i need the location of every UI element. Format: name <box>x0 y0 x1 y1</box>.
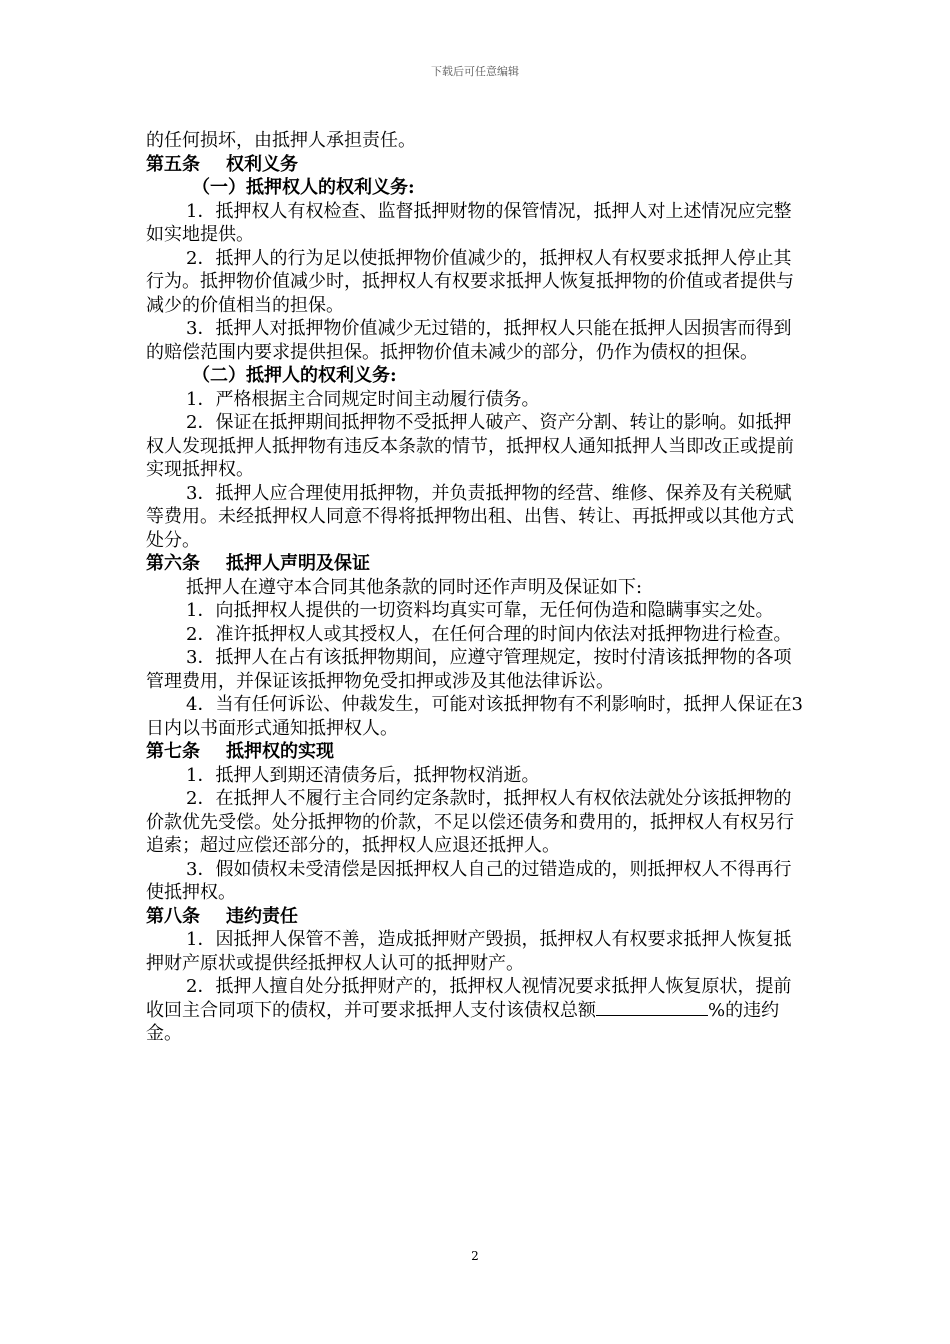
paragraph: 2．在抵押人不履行主合同约定条款时，抵押权人有权依法就处分该抵押物的价款优先受偿。处分抵押物的价款，不足以偿还债务和费用的，抵押权人有权另行追索；超过应偿还部分的，抵押权人应退还抵押人。 <box>146 788 794 856</box>
page-number: 2 <box>471 1249 479 1263</box>
paragraph: 3．抵押人对抵押物价值减少无过错的，抵押权人只能在抵押人因损害而得到的赔偿范围内要求提供担保。抵押物价值未减少的部分，仍作为债权的担保。 <box>146 318 792 363</box>
paragraph: 1．向抵押权人提供的一切资料均真实可靠，无任何伪造和隐瞒事实之处。 <box>186 600 774 621</box>
paragraph: 2．抵押人擅自处分抵押财产的，抵押权人视情况要求抵押人恢复原状，提前收回主合同项下的债权，并可要求抵押人支付该债权总额 %的违约金。 <box>146 976 792 1044</box>
paragraph: 4．当有任何诉讼、仲裁发生，可能对该抵押物有不利影响时，抵押人保证在3日内以书面形式通知抵押权人。 <box>146 694 803 739</box>
paragraph: 3．抵押人在占有该抵押物期间，应遵守管理规定，按时付清该抵押物的各项管理费用，并保证该抵押物免受扣押或涉及其他法律诉讼。 <box>146 647 792 692</box>
document-body <box>146 129 806 1046</box>
fill-in-blank <box>596 999 708 1016</box>
paragraph: 3．假如债权未受清偿是因抵押权人自己的过错造成的，则抵押权人不得再行使抵押权。 <box>146 858 792 903</box>
paragraph: 1．抵押权人有权检查、监督抵押财物的保管情况，抵押人对上述情况应完整如实地提供。 <box>146 200 792 245</box>
article-8-heading: 第八条 违约责任 <box>146 905 298 927</box>
paragraph: 抵押人在遵守本合同其他条款的同时还作声明及保证如下: <box>186 576 643 598</box>
paragraph: 2．抵押人的行为足以使抵押物价值减少的，抵押权人有权要求抵押人停止其行为。抵押物价值减少时，抵押权人有权要求抵押人恢复抵押物的价值或者提供与减少的价值相当的担保。 <box>146 247 794 316</box>
section-heading: （一）抵押权人的权利义务: <box>192 177 415 198</box>
paragraph: 3．抵押人应合理使用抵押物，并负责抵押物的经营、维修、保养及有关税赋等费用。未经抵押权人同意不得将抵押物出租、出售、转让、再抵押或以其他方式处分。 <box>146 482 794 551</box>
paragraph: 1．抵押人到期还清债务后，抵押物权消逝。 <box>186 764 540 786</box>
page-header: 下载后可任意编辑 <box>431 65 519 78</box>
paragraph: 2．保证在抵押期间抵押物不受抵押人破产、资产分割、转让的影响。如抵押权人发现抵押人抵押物有违反本条款的情节，抵押权人通知抵押人当即改正或提前实现抵押权。 <box>146 412 794 480</box>
paragraph: 的任何损坏，由抵押人承担责任。 <box>146 130 416 151</box>
paragraph: 1．严格根据主合同规定时间主动履行债务。 <box>186 388 540 410</box>
paragraph: 1．因抵押人保管不善，造成抵押财产毁损，抵押权人有权要求抵押人恢复抵押财产原状或提供经抵押权人认可的抵押财产。 <box>146 929 792 974</box>
article-5-heading: 第五条 权利义务 <box>146 153 298 175</box>
article-6-heading: 第六条 抵押人声明及保证 <box>146 553 370 574</box>
paragraph: 2．准许抵押权人或其授权人，在任何合理的时间内依法对抵押物进行检查。 <box>186 623 792 645</box>
article-7-heading: 第七条 抵押权的实现 <box>146 741 334 762</box>
section-heading: （二）抵押人的权利义务: <box>192 365 397 386</box>
